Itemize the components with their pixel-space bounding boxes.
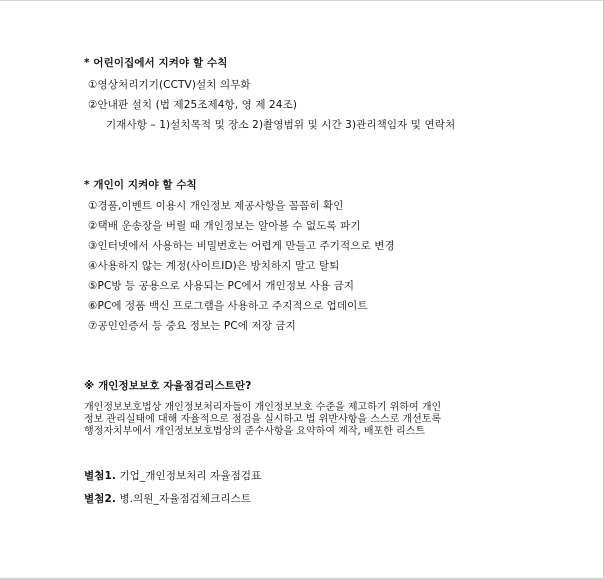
attachment-1 (84, 469, 261, 483)
attachment-2-label: 별첨2. (84, 493, 116, 505)
section3-body-line-1: 개인정보보호법상 개인정보처리자들이 개인정보보호 수준을 제고하기 위하여 개인 (84, 402, 442, 413)
attachment-1-label: 별첨1. (84, 470, 116, 482)
section3-body-line-3: 행정자치부에서 개인정보보호법상의 준수사항을 요약하여 제작, 배포한 리스트 (84, 426, 426, 437)
section1-sub-item: 기재사항 – 1)설치목적 및 장소 2)촬영범위 및 시간 3)관리책임자 및 연락처 (106, 119, 456, 131)
section2-item-1: ①경품,이벤트 이용시 개인정보 제공사항을 꼼꼼히 확인 (88, 200, 344, 212)
section1-heading: * 어린이집에서 지켜야 할 수칙 (84, 57, 228, 69)
attachment-2 (84, 492, 251, 506)
attachment-1-text: 기업_개인정보처리 자율점검표 (119, 470, 262, 482)
section1-item-2: ②안내판 설치 (법 제25조제4항, 영 제 24조) (88, 99, 298, 111)
section2-item-4: ④사용하지 않는 계정(사이트ID)은 방치하지 말고 탈퇴 (88, 260, 340, 272)
section3-heading: ※ 개인정보보호 자율점검리스트란? (84, 380, 252, 392)
section2-item-7: ⑦공인인증서 등 중요 정보는 PC에 저장 금지 (88, 320, 296, 332)
section1-item-1: ①영상처리기기(CCTV)설치 의무화 (88, 79, 251, 91)
attachment-2-text: 병.의원_자율점검체크리스트 (119, 493, 252, 505)
section2-item-6: ⑥PC에 정품 백신 프로그램을 사용하고 주지적으로 업데이트 (88, 300, 368, 312)
section2-item-5: ⑤PC방 등 공용으로 사용되는 PC에서 개인정보 사용 금지 (88, 280, 355, 292)
section2-heading: * 개인이 지켜야 할 수칙 (84, 179, 197, 191)
section2-item-2: ②택배 운송장을 버릴 때 개인정보는 알아볼 수 없도록 파기 (88, 220, 361, 232)
section3-body-line-2: 정보 관리실태에 대해 자율적으로 점검을 실시하고 법 위반사항을 스스로 개선토록 (84, 414, 442, 425)
section2-item-3: ③인터넷에서 사용하는 비밀번호는 어렵게 만들고 주기적으로 변경 (88, 240, 395, 252)
